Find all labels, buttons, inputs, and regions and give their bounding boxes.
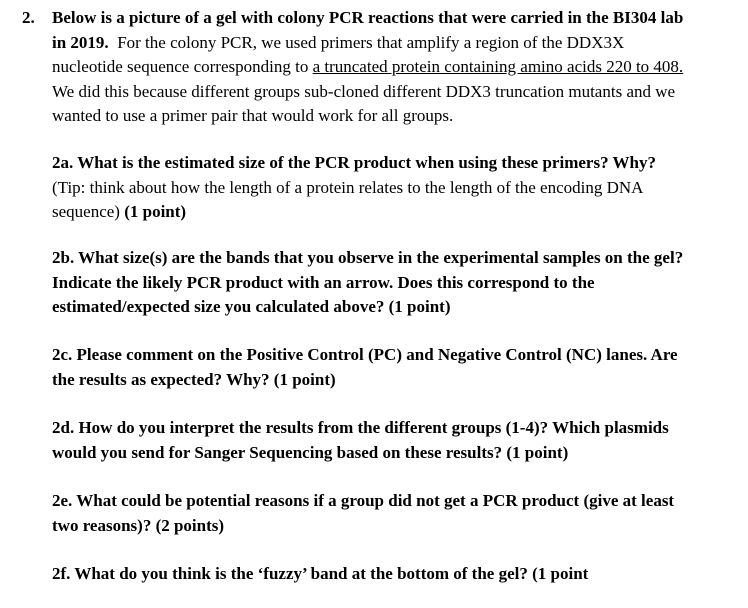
subquestion-2b-line-2: Indicate the likely PCR product with an arrow. Does this correspond to the — [52, 272, 595, 292]
subquestion-2a-line-1: 2a. What is the estimated size of the PCR product when using these primers? Why? — [52, 153, 656, 172]
subquestion-2a — [52, 151, 742, 225]
subquestion-2b-line-3: estimated/expected size you calculated above? (1 point) — [52, 297, 451, 316]
subquestion-2a-line-2: (Tip: think about how the length of a protein relates to the length of the encoding DNA — [52, 177, 644, 197]
subquestion-2d — [52, 416, 742, 465]
intro-line-2 — [52, 31, 742, 56]
question-number: 2. — [22, 8, 35, 27]
subquestion-2c-line-2: the results as expected? Why? (1 point) — [52, 369, 336, 389]
subquestion-2e-line-1: 2e. What could be potential reasons if a group did not get a PCR product (give at least — [52, 491, 675, 510]
intro-line-3 — [52, 55, 742, 80]
subquestion-2f-line-1: 2f. What do you think is the ‘fuzzy’ band at the bottom of the gel? (1 point — [52, 564, 589, 583]
intro-line-4: We did this because different groups sub-cloned different DDX3 truncation mutants and we — [52, 81, 676, 101]
subquestion-2c-line-1: 2c. Please comment on the Positive Control (PC) and Negative Control (NC) lanes. Are — [52, 345, 678, 364]
subquestion-2d-line-1: 2d. How do you interpret the results from the different groups (1-4)? Which plasmids — [52, 418, 669, 437]
subquestion-2f — [52, 562, 742, 587]
subquestion-2a-line-3-text: sequence) — [52, 202, 125, 221]
intro-year: in 2019. — [52, 32, 109, 52]
subquestion-2e — [52, 489, 742, 538]
subquestion-2a-line-3 — [52, 200, 742, 225]
subquestion-2c — [52, 343, 742, 392]
subquestion-2a-points: (1 point) — [124, 202, 187, 221]
question-intro — [52, 6, 742, 129]
intro-line-3-text: nucleotide sequence corresponding to — [52, 57, 313, 76]
subquestion-2b — [52, 246, 742, 320]
intro-line-2-text: For the colony PCR, we used primers that amplify a region of the DDX3X — [108, 32, 625, 52]
subquestion-2d-line-2: would you send for Sanger Sequencing based on these results? (1 point) — [52, 442, 569, 462]
intro-line-1: Below is a picture of a gel with colony PCR reactions that were carried in the BI304 lab — [52, 8, 684, 27]
intro-underlined-text: a truncated protein containing amino acids 220 to 408. — [312, 57, 684, 76]
intro-line-5: wanted to use a primer pair that would work for all groups. — [52, 106, 454, 125]
subquestion-2e-line-2: two reasons)? (2 points) — [52, 515, 225, 535]
subquestion-2b-line-1: 2b. What size(s) are the bands that you observe in the experimental samples on the gel? — [52, 248, 684, 267]
